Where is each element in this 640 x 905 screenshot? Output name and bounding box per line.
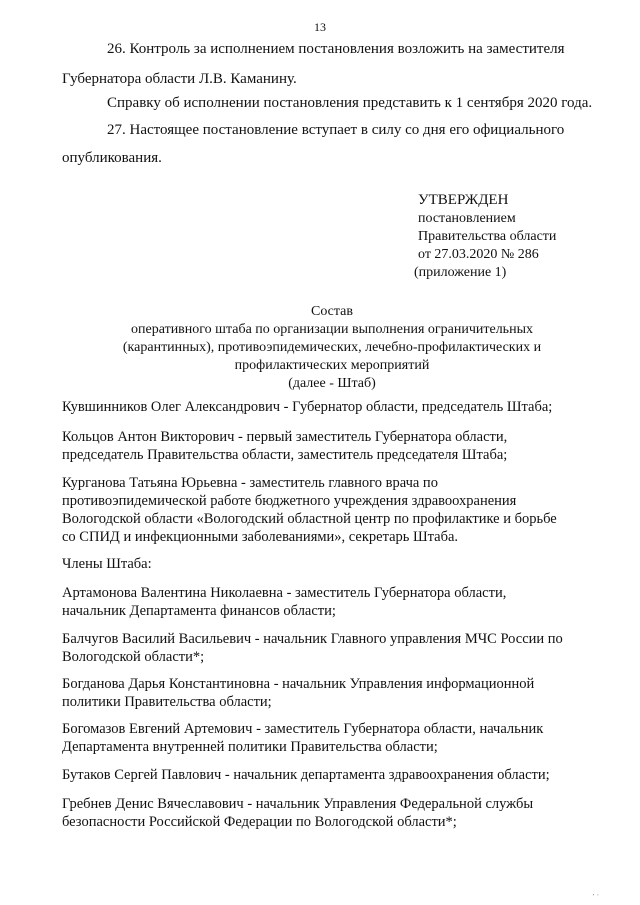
approval-line-3: от 27.03.2020 № 286 <box>418 247 539 262</box>
member-item-5-line-1: Бутаков Сергей Павлович - начальник департамента здравоохранения области; <box>62 767 550 783</box>
approval-line-1: постановлением <box>418 211 516 226</box>
member-item-4-line-1: Богомазов Евгений Артемович - заместитель Губернатора области, начальник <box>62 721 544 737</box>
member-item-2 <box>62 630 612 666</box>
members-label: Члены Штаба: <box>62 556 152 572</box>
heading-line-3: (карантинных), противоэпидемических, лечебно-профилактических и <box>122 340 542 355</box>
heading-line-5: (далее - Штаб) <box>288 376 376 391</box>
paragraph-27-line2: опубликования. <box>62 150 162 166</box>
paragraph-report: Справку об исполнении постановления представить к 1 сентября 2020 года. <box>107 95 593 111</box>
member-secretary-line-3: Вологодской области «Вологодский областной центр по профилактике и борьбе <box>62 511 557 527</box>
approval-line-4: (приложение 1) <box>414 265 507 280</box>
heading-line-2: оперативного штаба по организации выполнения ограничительных <box>131 322 533 337</box>
member-item-1 <box>62 584 612 620</box>
member-item-2-line-2: Вологодской области*; <box>62 649 205 665</box>
member-item-4 <box>62 720 612 756</box>
paragraph-26-line1: 26. Контроль за исполнением постановления возложить на заместителя <box>107 41 565 57</box>
member-deputy-line-1: Кольцов Антон Викторович - первый заместитель Губернатора области, <box>62 429 508 445</box>
member-item-3-line-2: политики Правительства области; <box>62 694 272 710</box>
heading-block <box>62 303 602 393</box>
paragraph-27-line1: 27. Настоящее постановление вступает в силу со дня его официального <box>107 122 565 138</box>
member-item-2-line-1: Балчугов Василий Васильевич - начальник Главного управления МЧС России по <box>62 631 563 647</box>
scan-mark: ᾿ ˈ <box>592 893 600 902</box>
member-secretary-line-2: противоэпидемической работе бюджетного учреждения здравоохранения <box>62 493 517 509</box>
member-deputy-line-2: председатель Правительства области, заместитель председателя Штаба; <box>62 447 508 463</box>
paragraph-26-line2: Губернатора области Л.В. Каманину. <box>62 71 297 87</box>
member-chair <box>62 398 612 416</box>
member-secretary-line-1: Курганова Татьяна Юрьевна - заместитель главного врача по <box>62 475 438 491</box>
approval-block <box>414 190 557 282</box>
member-item-1-line-2: начальник Департамента финансов области; <box>62 603 336 619</box>
member-item-6-line-2: безопасности Российской Федерации по Вологодской области*; <box>62 814 457 830</box>
member-item-3-line-1: Богданова Дарья Константиновна - начальник Управления информационной <box>62 676 535 692</box>
member-item-1-line-1: Артамонова Валентина Николаевна - заместитель Губернатора области, <box>62 585 507 601</box>
member-item-6 <box>62 795 612 831</box>
page-number: 13 <box>314 20 326 34</box>
member-item-6-line-1: Гребнев Денис Вячеславович - начальник Управления Федеральной службы <box>62 796 534 812</box>
member-secretary-line-4: со СПИД и инфекционными заболеваниями», секретарь Штаба. <box>62 529 459 545</box>
member-secretary <box>62 474 612 546</box>
member-chair-line-1: Кувшинников Олег Александрович - Губернатор области, председатель Штаба; <box>62 399 553 415</box>
heading-line-1: Состав <box>310 304 353 319</box>
approval-title: УТВЕРЖДЕН <box>418 192 509 208</box>
member-item-3 <box>62 675 612 711</box>
member-deputy <box>62 428 612 464</box>
heading-line-4: профилактических мероприятий <box>234 358 430 373</box>
approval-line-2: Правительства области <box>418 229 557 244</box>
member-item-4-line-2: Департамента внутренней политики Правительства области; <box>62 739 438 755</box>
member-item-5 <box>62 766 612 784</box>
